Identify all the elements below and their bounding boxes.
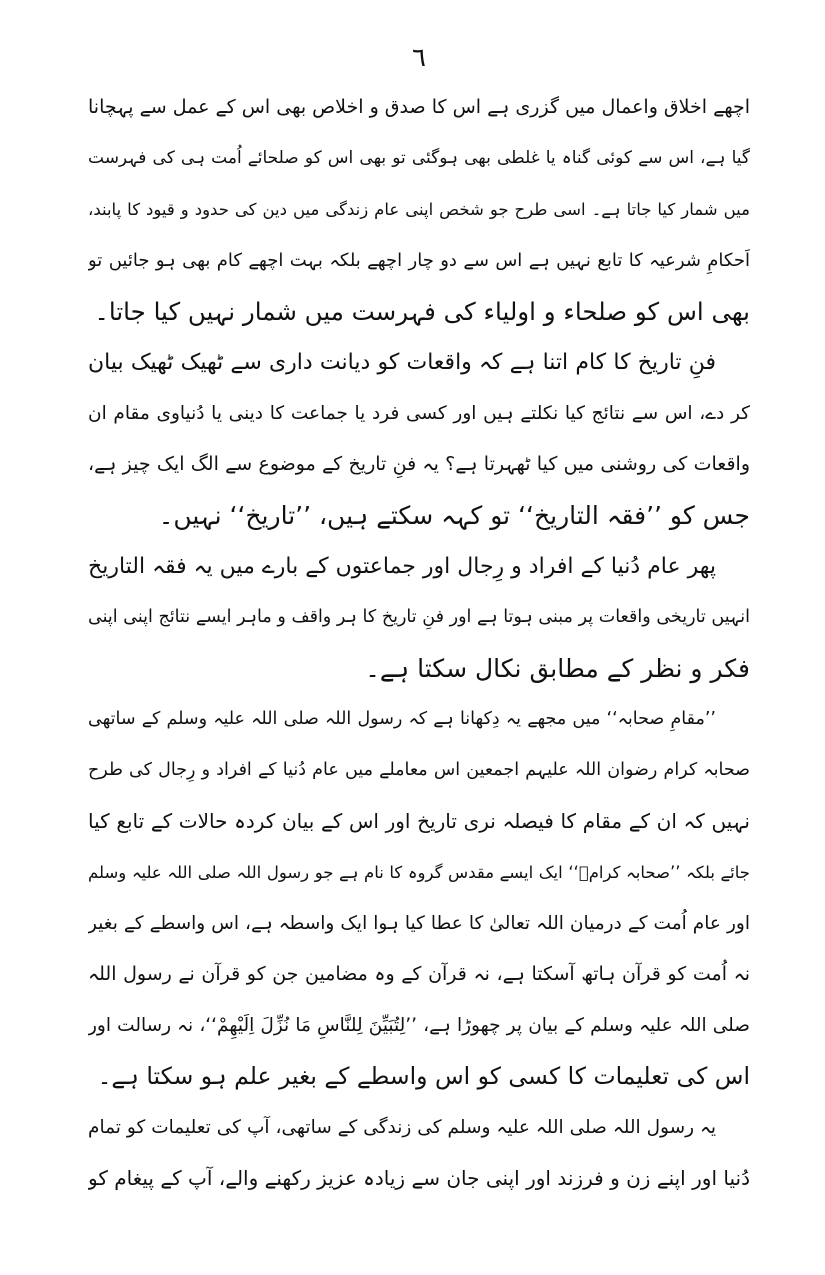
- text-body: [88, 82, 750, 1204]
- text-line: جس کو ’’فقہ التاریخ‘‘ تو کہہ سکتے ہیں، ’’تاریخ‘‘ نہیں۔: [158, 501, 750, 530]
- page-number: ٦: [412, 43, 426, 73]
- text-line: انہیں تاریخی واقعات پر مبنی ہوتا ہے اور فنِ تاریخ کا ہر واقف و ماہر ایسے نتائج اپنی اپنی: [88, 607, 750, 627]
- text-line: جائے بلکہ ’’صحابہ کرامؓ‘‘ ایک ایسے مقدس گروہ کا نام ہے جو رسول اللہ صلی اللہ علیہ وسلم: [88, 863, 750, 882]
- text-line: کر دے، اس سے نتائج کیا نکلتے ہیں اور کسی فرد یا جماعت کا دینی یا دُنیاوی مقام ان: [88, 403, 750, 424]
- text-line: اچھے اخلاق واعمال میں گزری ہے اس کا صدق و اخلاص بھی اس کے عمل سے پہچانا: [88, 96, 750, 118]
- text-line: اس کی تعلیمات کا کسی کو اس واسطے کے بغیر علم ہو سکتا ہے۔: [97, 1062, 750, 1090]
- text-line: میں شمار کیا جاتا ہے۔ اسی طرح جو شخص اپنی عام زندگی میں دین کی حدود و قیود کا پابند،: [88, 200, 750, 219]
- text-line: دُنیا اور اپنے زن و فرزند اور اپنی جان سے زیادہ عزیز رکھنے والے، آپ کے پیغام کو: [88, 1166, 750, 1190]
- text-line: اَحکامِ شرعیہ کا تابع نہیں ہے اس سے دو چار اچھے بلکہ بہت اچھے کام بھی ہو جائیں تو: [88, 250, 750, 271]
- text-line: صلی اللہ علیہ وسلم کے بیان پر چھوڑا ہے، ’’لِتُبَیِّنَ لِلنَّاسِ مَا نُزِّلَ اِلَیْھِمْ‘‘، نہ رسالت اور: [88, 1015, 750, 1036]
- text-line: فکر و نظر کے مطابق نکال سکتا ہے۔: [365, 654, 750, 683]
- book-page: [88, 38, 750, 1238]
- text-line: فنِ تاریخ کا کام اتنا ہے کہ واقعات کو دیانت داری سے ٹھیک ٹھیک بیان: [88, 350, 716, 375]
- text-line: بھی اس کو صلحاء و اولیاء کی فہرست میں شمار نہیں کیا جاتا۔: [94, 297, 750, 326]
- text-line: نہیں کہ ان کے مقام کا فیصلہ نری تاریخ اور اس کے بیان کردہ حالات کے تابع کیا: [88, 809, 750, 833]
- text-line: واقعات کی روشنی میں کیا ٹھہرتا ہے؟ یہ فنِ تاریخ کے موضوع سے الگ ایک چیز ہے،: [88, 453, 750, 475]
- text-line: صحابہ کرام رضوان اللہ علیہم اجمعین اس معاملے میں عام دُنیا کے افراد و رِجال کی طرح: [88, 760, 750, 780]
- text-line: گیا ہے، اس سے کوئی گناہ یا غلطی بھی ہوگئی تو بھی اس کو صلحائے اُمت ہی کی فہرست: [88, 148, 750, 168]
- text-line: پھر عام دُنیا کے افراد و رِجال اور جماعتوں کے بارے میں یہ فقہ التاریخ: [88, 554, 716, 579]
- text-line: اور عام اُمت کے درمیان اللہ تعالیٰ کا عطا کیا ہوا ایک واسطہ ہے، اس واسطے کے بغیر: [88, 913, 750, 934]
- text-line: یہ رسول اللہ صلی اللہ علیہ وسلم کی زندگی کے ساتھی، آپ کی تعلیمات کو تمام: [88, 1117, 716, 1138]
- text-line: نہ اُمت کو قرآن ہاتھ آسکتا ہے، نہ قرآن کے وہ مضامین جن کو قرآن نے رسول اللہ: [88, 963, 750, 985]
- text-line: ’’مقامِ صحابہ‘‘ میں مجھے یہ دِکھانا ہے کہ رسول اللہ صلی اللہ علیہ وسلم کے ساتھی: [88, 709, 716, 729]
